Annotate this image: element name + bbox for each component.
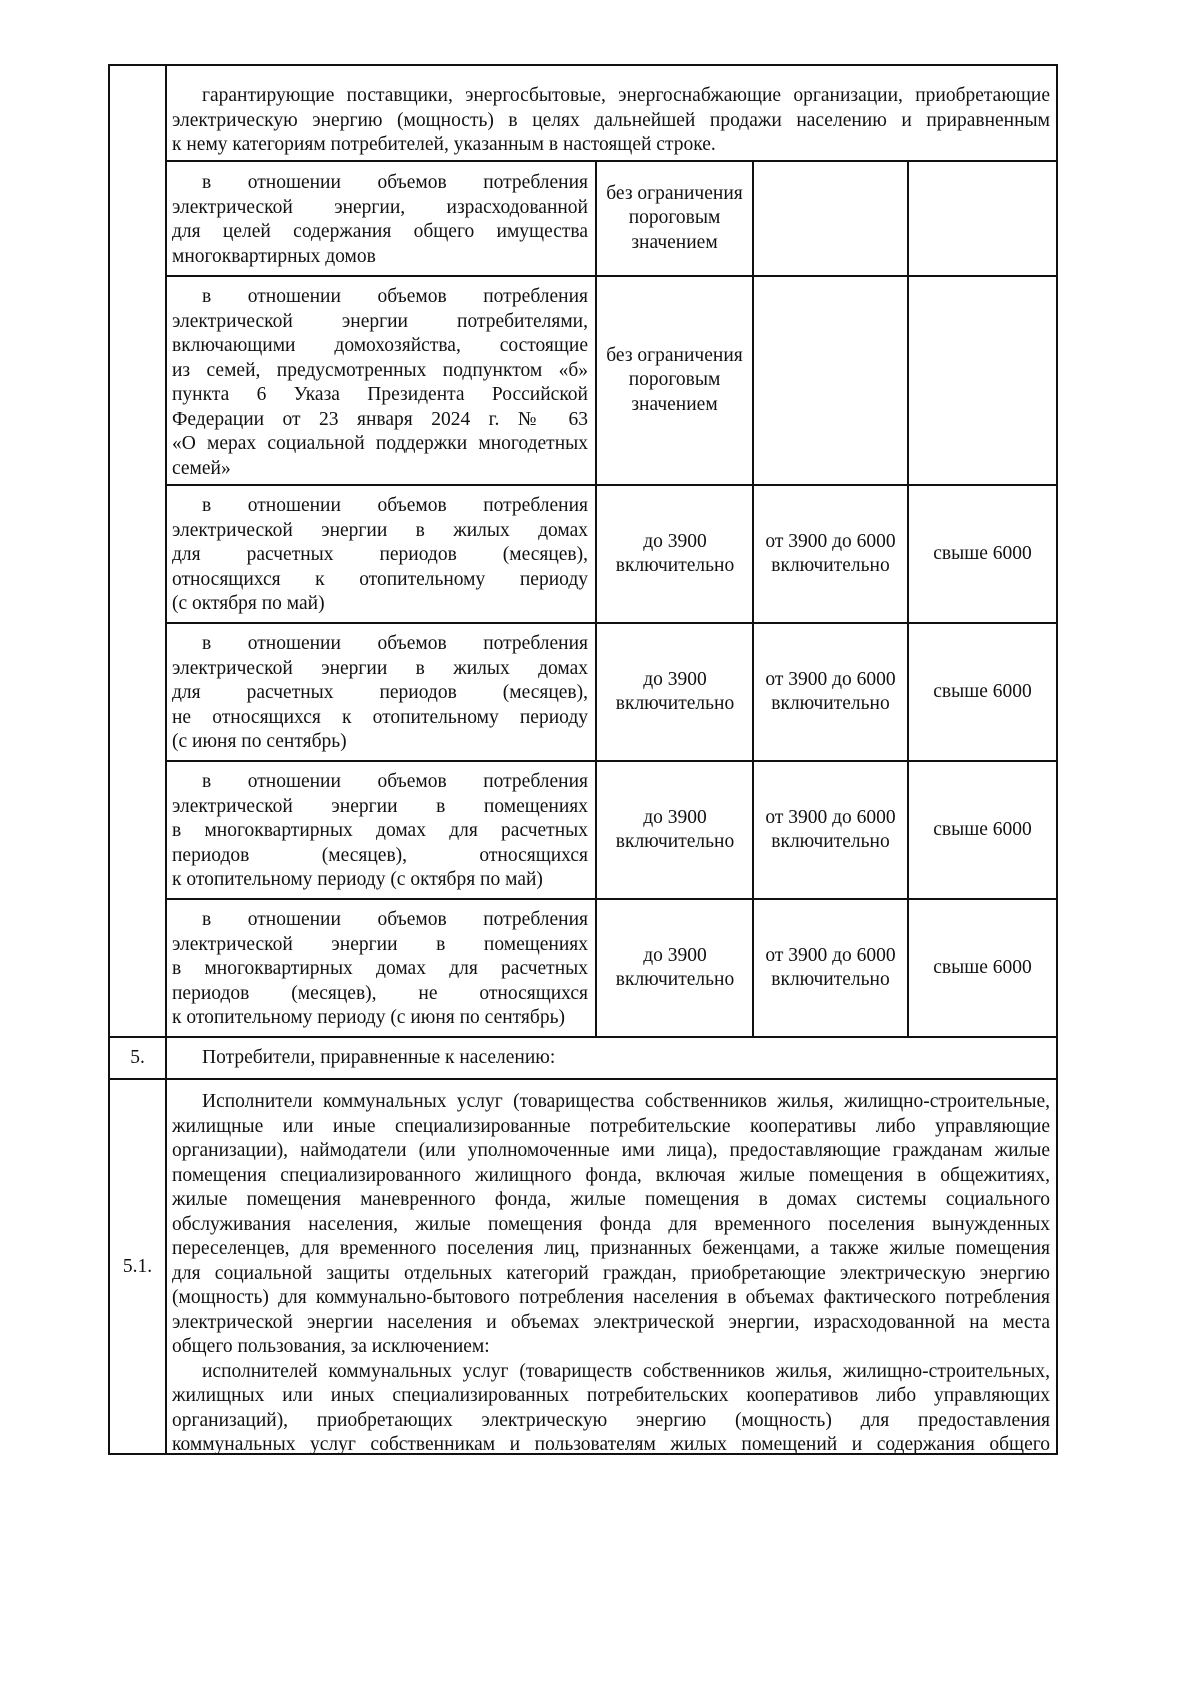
text-line: (мощность) для коммунально-бытового потребления населения в объемах фактического потребления (172, 1287, 1050, 1308)
text-line: пункта 6 Указа Президента Российской (172, 384, 588, 405)
table-border-top (108, 64, 1058, 66)
text-line: переселенцев, для временного поселения лиц, признанных беженцами, а также жилые помещения (172, 1238, 1050, 1259)
text-line: Исполнители коммунальных услуг (товарищества собственников жилья, жилищно-строительные, (202, 1091, 1050, 1112)
text-line: жилищные или иные специализированные потребительские кооперативы либо управляющие (172, 1115, 1050, 1137)
text-line: к отопительному периоду (с июня по сентябрь) (172, 1007, 565, 1028)
threshold-cell: свыше 6000 (933, 956, 1032, 978)
text-line: Федерации от 23 января 2024 г. № 63 (172, 408, 588, 430)
text-line: исполнителей коммунальных услуг (товариществ собственников жилья, жилищно-строительных, (202, 1360, 1050, 1382)
row-description (172, 908, 588, 1031)
text-line: электрической энергии в помещениях (172, 795, 588, 817)
text-line: для расчетных периодов (месяцев), (172, 682, 588, 703)
text-line: в отношении объемов потребления (202, 909, 588, 930)
text-line: организаций), приобретающих электрическую энергию (мощность) для предоставления (172, 1409, 1050, 1431)
row-divider (108, 1078, 1058, 1080)
text-line: жилищных или иных специализированных потребительских кооперативов либо управляющих (172, 1385, 1050, 1406)
threshold-cell: без ограничения пороговым значением (606, 344, 743, 415)
threshold-cell: от 3900 до 6000 включительно (765, 944, 896, 990)
text-line: коммунальных услуг собственникам и пользователям жилых помещений и содержания общего (172, 1434, 1050, 1455)
threshold-cell: свыше 6000 (933, 680, 1032, 702)
threshold-cell: свыше 6000 (933, 818, 1032, 840)
section-paragraph (172, 1090, 1050, 1458)
text-line: электрической энергии в жилых домах (172, 657, 588, 679)
text-line: общего пользования, за исключением: (172, 1336, 490, 1357)
text-line: в отношении объемов потребления (202, 286, 588, 307)
row-description (172, 770, 588, 893)
text-line: помещения специализированного жилищного фонда, включая жилые помещения в общежитиях, (172, 1164, 1050, 1186)
threshold-cell: от 3900 до 6000 включительно (765, 668, 896, 714)
text-line: электрической энергии потребителями, (172, 310, 588, 332)
row-description (172, 171, 588, 269)
text-line: периодов (месяцев), относящихся (172, 844, 588, 866)
text-line: семей» (172, 457, 231, 479)
intro-paragraph (172, 84, 1050, 158)
row-description (172, 632, 588, 755)
text-line: для социальной защиты отдельных категорий граждан, приобретающие электрическую энергию (172, 1262, 1050, 1284)
row-divider (108, 1036, 1058, 1038)
text-line: в многоквартирных домах для расчетных (172, 820, 588, 841)
text-line: включающими домохозяйства, состоящие (172, 335, 588, 356)
text-line: многоквартирных домов (172, 245, 376, 267)
text-line: электрической энергии, израсходованной (172, 196, 588, 218)
section-number: 5.1. (122, 1255, 153, 1277)
text-line: в отношении объемов потребления (202, 172, 588, 193)
text-line: электрической энергии в помещениях (172, 933, 588, 955)
text-line: в отношении объемов потребления (202, 771, 588, 792)
text-line: электрической энергии в жилых домах (172, 519, 588, 541)
text-line: в отношении объемов потребления (202, 495, 588, 516)
text-line: обслуживания населения, жилые помещения фонда для временного поселения вынужденных (172, 1213, 1050, 1235)
threshold-cell: до 3900 включительно (615, 668, 735, 714)
text-line: из семей, предусмотренных подпунктом «б» (172, 359, 588, 381)
text-line: периодов (месяцев), не относящихся (172, 982, 588, 1004)
threshold-cell (754, 162, 907, 275)
text-line: в отношении объемов потребления (202, 633, 588, 654)
text-line: организации), наймодатели (или уполномоченные ими лица), предоставляющие гражданам жилые (172, 1140, 1050, 1161)
text-line: «О мерах социальной поддержки многодетных (172, 433, 588, 454)
section-title: Потребители, приравненные к населению: (202, 1047, 556, 1068)
table-border-right (1056, 64, 1058, 1455)
section-number: 5. (130, 1047, 145, 1068)
text-line: для расчетных периодов (месяцев), (172, 544, 588, 565)
threshold-cell: до 3900 включительно (615, 806, 735, 852)
text-line: в многоквартирных домах для расчетных (172, 958, 588, 979)
threshold-cell (754, 277, 907, 484)
column-divider (165, 64, 167, 1455)
text-line: электрической энергии населения и объемах электрической энергии, израсходованной на места (172, 1311, 1050, 1333)
threshold-cell: до 3900 включительно (615, 530, 735, 576)
text-line: гарантирующие поставщики, энергосбытовые, энергоснабжающие организации, приобретающие (202, 85, 1050, 106)
text-line: электрическую энергию (мощность) в целях дальнейшей продажи населению и приравненным (172, 109, 1050, 131)
text-line: относящихся к отопительному периоду (172, 568, 588, 590)
threshold-cell: от 3900 до 6000 включительно (765, 530, 896, 576)
row-description (172, 494, 588, 617)
threshold-cell: без ограничения пороговым значением (606, 182, 743, 253)
threshold-cell: до 3900 включительно (615, 944, 735, 990)
text-line: (с июня по сентябрь) (172, 731, 347, 752)
threshold-cell: свыше 6000 (933, 542, 1032, 564)
text-line: к отопительному периоду (с октября по май) (172, 869, 543, 890)
threshold-cell: от 3900 до 6000 включительно (765, 806, 896, 852)
text-line: для целей содержания общего имущества (172, 221, 588, 242)
text-line: (с октября по май) (172, 593, 325, 614)
text-line: к нему категориям потребителей, указанным в настоящей строке. (172, 134, 716, 155)
text-line: жилые помещения маневренного фонда, жилые помещения в домах системы социального (172, 1189, 1050, 1210)
threshold-cell (909, 277, 1056, 484)
text-line: не относящихся к отопительному периоду (172, 706, 588, 728)
threshold-cell (909, 162, 1056, 275)
row-description (172, 285, 588, 481)
